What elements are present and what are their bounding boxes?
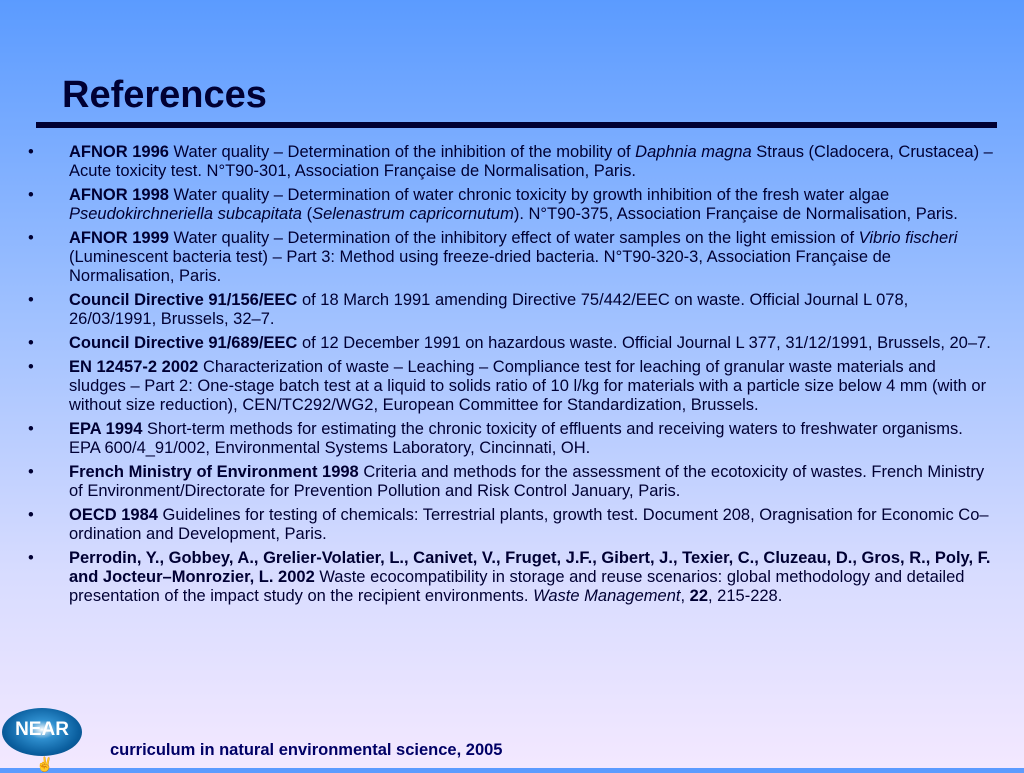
reference-text: (Luminescent bacteria test) – Part 3: Method using freeze-dried bacteria. N°T90-320-3, Association Française de Normalisation, Paris. [69, 248, 891, 285]
bullet-icon: • [28, 334, 34, 352]
bullet-icon: • [28, 420, 34, 438]
reference-key: Council Directive 91/689/EEC [69, 334, 298, 352]
reference-key: EN 12457-2 2002 [69, 358, 199, 376]
reference-text: Criteria and methods for the assessment of the ecotoxicity of wastes. French Ministry of Environment/Directorate for Prevention Pollution and Risk Control January, Paris. [69, 463, 985, 500]
reference-text: of 12 December 1991 on hazardous waste. Official Journal L 377, 31/12/1991, Brussels, 20–7. [297, 334, 991, 352]
reference-text: Water quality – Determination of the inhibitory effect of water samples on the light emission of [168, 229, 859, 247]
reference-text: Waste ecocompatibility in storage and reuse scenarios: global methodology and detailed presentation of the impact study on the recipient environments. [69, 568, 965, 605]
reference-key: French Ministry of Environment 1998 [69, 463, 359, 481]
reference-key: AFNOR 1999 [69, 229, 169, 247]
reference-text: Water quality – Determination of the inhibition of the mobility of [168, 143, 636, 161]
reference-italic-text: Waste Management [533, 587, 681, 605]
reference-key: AFNOR 1996 [69, 143, 169, 161]
reference-text: Straus (Cladocera, Crustacea) – Acute toxicity test. N°T90-301, Association Française de Normalisation, Paris. [69, 143, 993, 180]
bullet-icon: • [28, 291, 34, 309]
reference-italic-text: Selenastrum capricornutum [312, 205, 514, 223]
bullet-icon: • [28, 506, 34, 524]
reference-key: 22 [689, 587, 708, 605]
title-divider [36, 122, 997, 128]
reference-key: OECD 1984 [69, 506, 158, 524]
reference-italic-text: Daphnia magna [635, 143, 752, 161]
reference-text: Guidelines for testing of chemicals: Terrestrial plants, growth test. Document 208, Oragnisation for Economic Co–ordination and Development, Paris. [69, 506, 989, 543]
bullet-icon: • [28, 549, 34, 567]
hand-icon: ✌ [36, 756, 54, 772]
reference-item [28, 229, 996, 286]
footer-caption: curriculum in natural environmental science, 2005 [110, 741, 503, 759]
bullet-icon: • [28, 143, 34, 161]
reference-text: , 215-228. [708, 587, 783, 605]
reference-item [28, 143, 996, 181]
reference-text: , [680, 587, 690, 605]
near-logo [2, 708, 82, 772]
reference-item [28, 549, 996, 606]
reference-list [28, 143, 996, 611]
reference-italic-text: Pseudokirchneriella subcapitata [69, 205, 302, 223]
bullet-icon: • [28, 229, 34, 247]
page-title: References [62, 74, 267, 116]
reference-italic-text: Vibrio fischeri [858, 229, 958, 247]
reference-text: Short-term methods for estimating the chronic toxicity of effluents and receiving waters to freshwater organisms. EPA 600/4_91/002, Environmental Systems Laboratory, Cincinnati, OH. [69, 420, 963, 457]
reference-key: Council Directive 91/156/EEC [69, 291, 298, 309]
reference-text: Characterization of waste – Leaching – Compliance test for leaching of granular waste materials and sludges – Part 2: One-stage batch test at a liquid to solids ratio of 10 l/kg for materials with a particle size below 4 mm (with or without size reduction), CEN/TC292/WG2, European Committee for Standardization, Brussels. [69, 358, 987, 414]
reference-item [28, 420, 996, 458]
reference-item [28, 506, 996, 544]
bullet-icon: • [28, 186, 34, 204]
reference-text: ). N°T90-375, Association Française de Normalisation, Paris. [513, 205, 958, 223]
reference-item [28, 463, 996, 501]
reference-item [28, 186, 996, 224]
reference-key: Perrodin, Y., Gobbey, A., Grelier-Volatier, L., Canivet, V., Fruget, J.F., Gibert, J., Texier, C., Cluzeau, D., Gros, R., Poly, F. and Jocteur–Monrozier, L. 2002 [69, 549, 991, 586]
reference-key: EPA 1994 [69, 420, 143, 438]
reference-text: Water quality – Determination of water chronic toxicity by growth inhibition of the fresh water algae [168, 186, 890, 204]
reference-item [28, 291, 996, 329]
reference-text: ( [301, 205, 313, 223]
reference-item [28, 334, 996, 353]
bullet-icon: • [28, 463, 34, 481]
reference-text: of 18 March 1991 amending Directive 75/442/EEC on waste. Official Journal L 078, 26/03/1991, Brussels, 32–7. [69, 291, 909, 328]
bullet-icon: • [28, 358, 34, 376]
logo-text: NEAR [15, 719, 69, 740]
reference-key: AFNOR 1998 [69, 186, 169, 204]
reference-item [28, 358, 996, 415]
